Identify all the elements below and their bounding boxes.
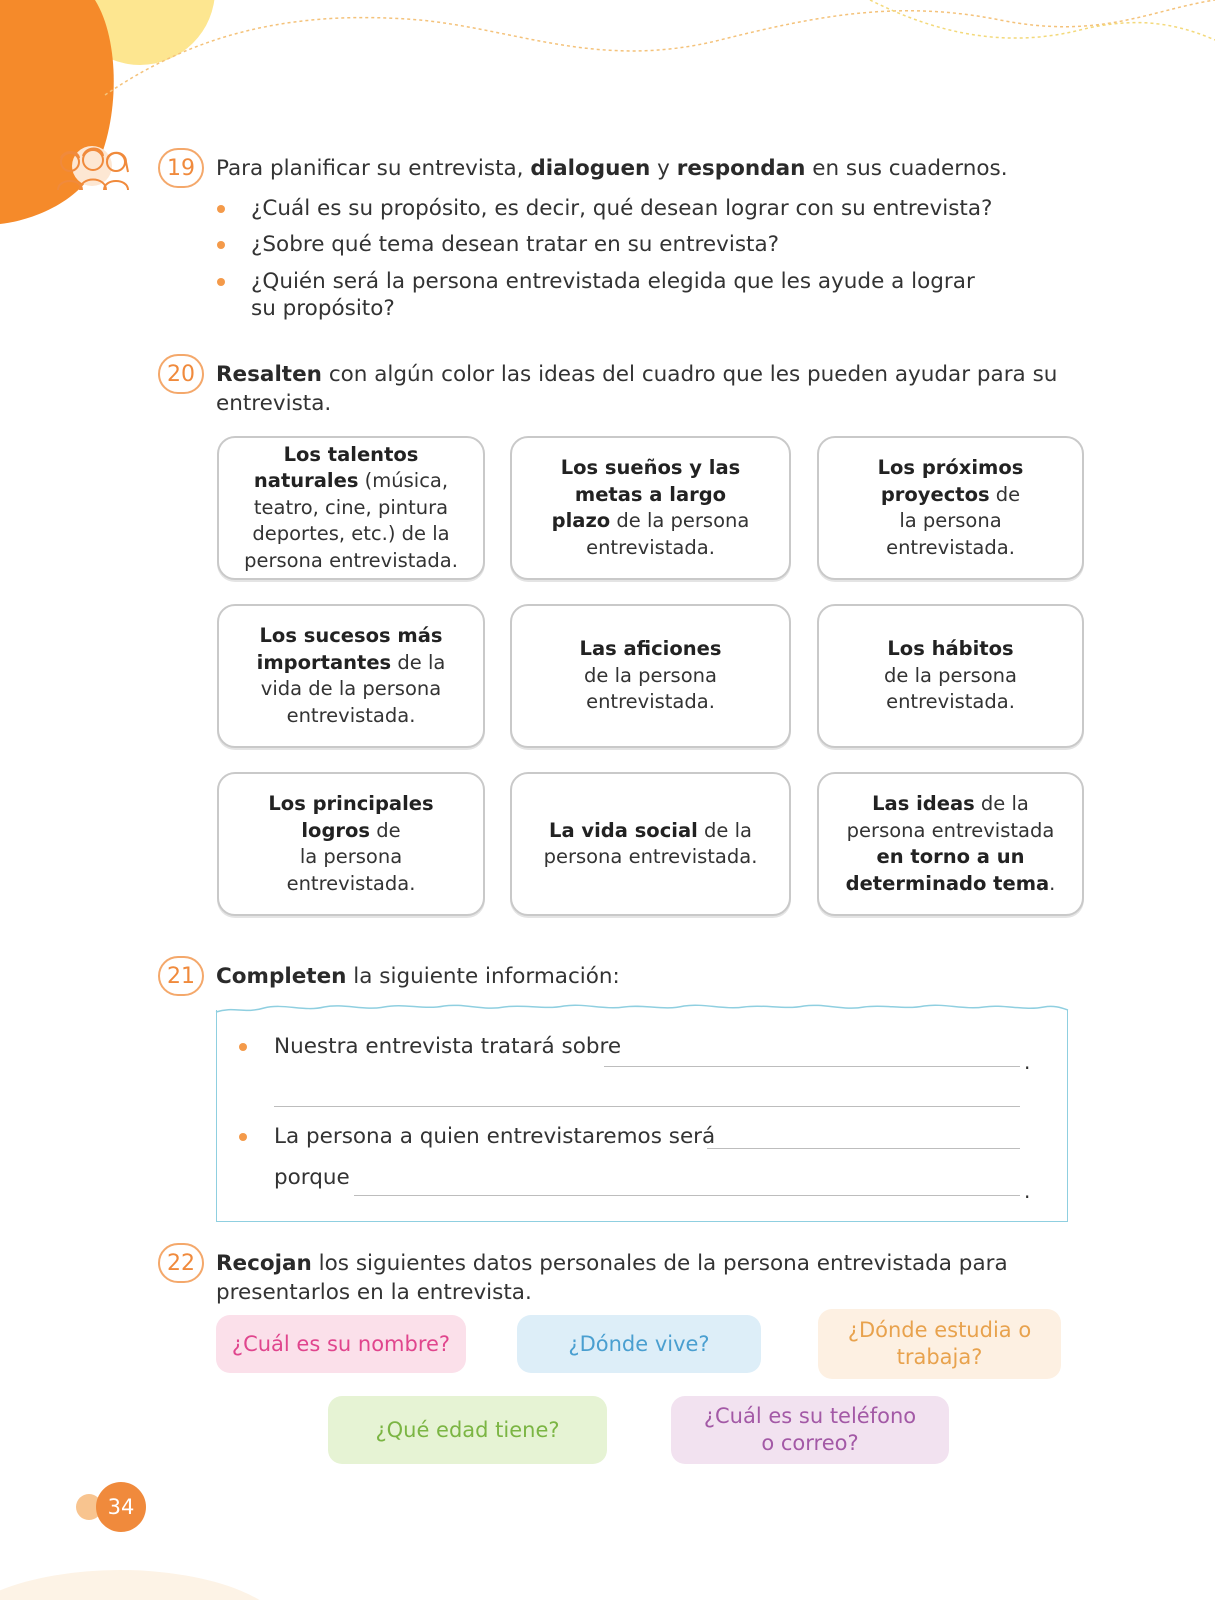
answer-line-topic-cont[interactable] bbox=[274, 1106, 1020, 1107]
dotted-wave-2 bbox=[870, 0, 1215, 40]
page-number: 34 bbox=[96, 1482, 146, 1532]
pill-age-question: ¿Qué edad tiene? bbox=[328, 1396, 607, 1464]
interviewee-label: La persona a quien entrevistaremos será bbox=[274, 1124, 716, 1149]
question-interviewee-cont: su propósito? bbox=[251, 296, 395, 321]
answer-line-topic[interactable] bbox=[604, 1066, 1020, 1067]
bullet-dot bbox=[217, 278, 225, 286]
exercise-number-19: 19 bbox=[158, 148, 204, 188]
reason-label: porque bbox=[274, 1165, 350, 1190]
dotted-wave bbox=[105, 0, 1215, 95]
idea-card-ideas[interactable]: Las ideas de la persona entrevistada en torno a un determinado tema. bbox=[817, 772, 1084, 916]
idea-card-dreams[interactable]: Los sueños y las metas a largo plazo de la persona entrevistada. bbox=[510, 436, 791, 580]
torn-paper-edge bbox=[214, 1000, 1070, 1016]
question-interviewee: ¿Quién será la persona entrevistada elegida que les ayude a lograr bbox=[251, 269, 975, 294]
pill-residence-question: ¿Dónde vive? bbox=[517, 1315, 761, 1373]
exercise-number-21: 21 bbox=[158, 956, 204, 996]
bullet-dot bbox=[217, 241, 225, 249]
exercise-number-20: 20 bbox=[158, 354, 204, 394]
idea-card-projects[interactable]: Los próximos proyectos de la persona entrevistada. bbox=[817, 436, 1084, 580]
exercise-22-instruction: Recojan los siguientes datos personales de la persona entrevistada para presentarlos en la entrevista. bbox=[216, 1251, 1008, 1305]
exercise-21-instruction: Completen la siguiente información: bbox=[216, 964, 620, 989]
interview-topic-label: Nuestra entrevista tratará sobre bbox=[274, 1034, 622, 1059]
bullet-dot bbox=[239, 1043, 247, 1051]
answer-line-reason[interactable] bbox=[354, 1195, 1020, 1196]
bullet-dot bbox=[239, 1133, 247, 1141]
exercise-19-instruction: Para planificar su entrevista, dialoguen y respondan en sus cuadernos. bbox=[216, 156, 1008, 181]
pill-study-work-question: ¿Dónde estudia o trabaja? bbox=[818, 1309, 1061, 1379]
period: . bbox=[1024, 1050, 1031, 1074]
exercise-number-22: 22 bbox=[158, 1243, 204, 1283]
idea-card-hobbies[interactable]: Las aficiones de la persona entrevistada. bbox=[510, 604, 791, 748]
pill-contact-question: ¿Cuál es su teléfono o correo? bbox=[671, 1396, 949, 1464]
bottom-blob bbox=[0, 1570, 290, 1600]
idea-card-talents[interactable]: Los talentos naturales (música, teatro, cine, pintura deportes, etc.) de la persona entrevistada. bbox=[217, 436, 485, 580]
question-topic: ¿Sobre qué tema desean tratar en su entrevista? bbox=[251, 232, 780, 257]
idea-card-habits[interactable]: Los hábitos de la persona entrevistada. bbox=[817, 604, 1084, 748]
answer-line-interviewee[interactable] bbox=[707, 1148, 1020, 1149]
exercise-20-instruction: Resalten con algún color las ideas del cuadro que les pueden ayudar para su entrevista. bbox=[216, 362, 1058, 416]
idea-card-social-life[interactable]: La vida social de la persona entrevistada. bbox=[510, 772, 791, 916]
bullet-dot bbox=[217, 205, 225, 213]
idea-card-events[interactable]: Los sucesos más importantes de la vida de la persona entrevistada. bbox=[217, 604, 485, 748]
pill-name-question: ¿Cuál es su nombre? bbox=[216, 1315, 466, 1373]
question-purpose: ¿Cuál es su propósito, es decir, qué desean lograr con su entrevista? bbox=[251, 196, 993, 221]
group-of-three-kids-icon bbox=[52, 142, 134, 194]
idea-card-achievements[interactable]: Los principales logros de la persona entrevistada. bbox=[217, 772, 485, 916]
period: . bbox=[1024, 1179, 1031, 1203]
